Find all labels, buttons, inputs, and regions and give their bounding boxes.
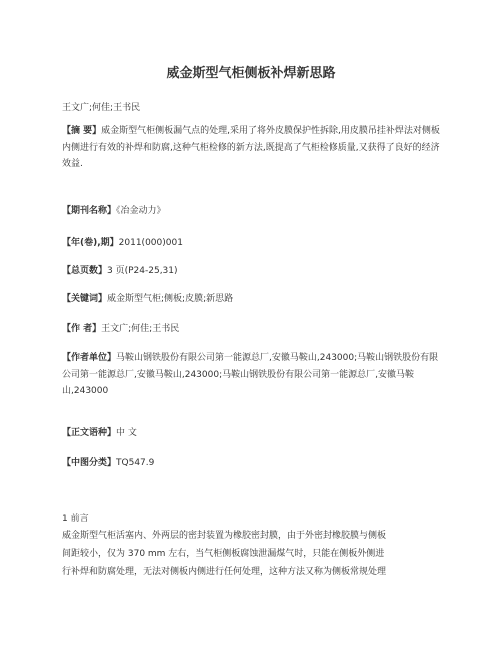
abstract-block <box>62 123 440 173</box>
body-line: 行补焊和防腐处理，无法对侧板内侧进行任何处理，这种方法又称为侧板常规处理 <box>62 567 387 577</box>
body-line: 间距较小，仅为 370 mm 左右，当气柜侧板腐蚀泄漏煤气时，只能在侧板外侧进 <box>62 549 385 559</box>
author-label: 【作 者】 <box>62 324 102 334</box>
journal-field <box>62 203 440 220</box>
journal-label: 【期刊名称】 <box>62 206 117 216</box>
keywords-field <box>62 291 440 308</box>
classification-label: 【中图分类】 <box>62 458 117 468</box>
language-label: 【正文语种】 <box>62 428 117 438</box>
abstract-label: 【摘 要】 <box>62 126 102 136</box>
journal-value: 《冶金动力》 <box>116 206 166 216</box>
affiliation-value: 马鞍山钢铁股份有限公司第一能源总厂,安徽马鞍山,243000;马鞍山钢铁股份有限公司第一能源总厂,安徽马鞍山,243000;马鞍山钢铁股份有限公司第一能源总厂,安徽马鞍山,243000 <box>62 353 439 396</box>
pages-value: 3 页(P24-25,31) <box>107 266 178 276</box>
pages-label: 【总页数】 <box>62 266 108 276</box>
keywords-label: 【关键词】 <box>62 294 108 304</box>
classification-field <box>62 455 440 472</box>
section-body <box>62 527 442 581</box>
language-field <box>62 425 440 442</box>
year-issue-label: 【年(卷),期】 <box>62 238 119 248</box>
section-heading: 1 前言 <box>62 514 89 524</box>
author-line: 王文广;何佳;王书民 <box>62 103 141 113</box>
year-issue-field <box>62 235 440 252</box>
body-line: 威金斯型气柜活塞内、外两层的密封装置为橡胶密封膜，由于外密封橡胶膜与侧板 <box>62 531 387 541</box>
page-title: 威金斯型气柜侧板补焊新思路 <box>166 66 336 81</box>
affiliation-label: 【作者单位】 <box>62 353 117 363</box>
classification-value: TQ547.9 <box>116 458 155 468</box>
language-value: 中 文 <box>116 428 137 438</box>
author-field <box>62 321 440 338</box>
pages-field <box>62 263 440 280</box>
keywords-value: 威金斯型气柜;侧板;皮膜;新思路 <box>107 294 234 304</box>
affiliation-field <box>62 350 440 400</box>
author-value: 王文广;何佳;王书民 <box>101 324 180 334</box>
abstract-text: 威金斯型气柜侧板漏气点的处理,采用了将外皮膜保护性拆除,用皮膜吊挂补焊法对侧板内侧进行有效的补焊和防腐,这种气柜检修的新方法,既提高了气柜检修质量,又获得了良好的经济效益. <box>62 126 440 169</box>
year-issue-value: 2011(000)001 <box>118 238 183 248</box>
